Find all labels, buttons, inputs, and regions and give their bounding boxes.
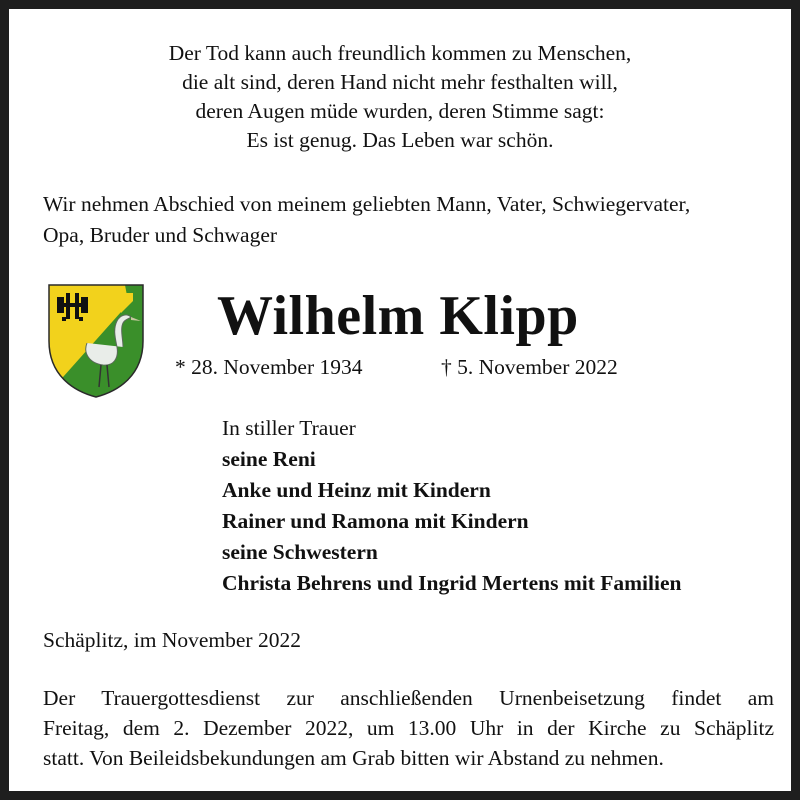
mourner-name: seine Reni xyxy=(222,447,316,471)
poem-line: deren Augen müde wurden, deren Stimme sagt: xyxy=(195,99,605,123)
poem-line: die alt sind, deren Hand nicht mehr festhalten will, xyxy=(182,70,618,94)
mourners-block xyxy=(222,413,681,599)
poem-line: Der Tod kann auch freundlich kommen zu Menschen, xyxy=(168,41,632,65)
intro-line: Opa, Bruder und Schwager xyxy=(43,223,278,247)
mourner-name: seine Schwestern xyxy=(222,540,378,564)
poem xyxy=(18,39,782,155)
funeral-service-notice xyxy=(43,683,774,773)
mourner-name: Christa Behrens und Ingrid Mertens mit Familien xyxy=(222,571,682,595)
coat-of-arms-icon xyxy=(47,283,145,399)
death-date: † 5. November 2022 xyxy=(441,355,618,379)
intro-line: Wir nehmen Abschied von meinem geliebten Mann, Vater, Schwiegervater, xyxy=(43,192,691,216)
mourner-name: Rainer und Ramona mit Kindern xyxy=(222,509,529,533)
poem-line: Es ist genug. Das Leben war schön. xyxy=(246,128,554,152)
deceased-name: Wilhelm Klipp xyxy=(217,285,579,347)
mourner-name: Anke und Heinz mit Kindern xyxy=(222,478,491,502)
service-line: Freitag, dem 2. Dezember 2022, um 13.00 Uhr in der Kirche zu Schäplitz xyxy=(43,716,774,740)
farewell-intro xyxy=(43,189,773,251)
place-and-date: Schäplitz, im November 2022 xyxy=(43,628,301,652)
service-line: Der Trauergottesdienst zur anschließenden Urnenbeisetzung findet am xyxy=(43,686,774,710)
birth-date: * 28. November 1934 xyxy=(175,355,363,379)
mourning-intro: In stiller Trauer xyxy=(222,416,356,440)
service-line: statt. Von Beileidsbekundungen am Grab bitten wir Abstand zu nehmen. xyxy=(43,746,664,770)
